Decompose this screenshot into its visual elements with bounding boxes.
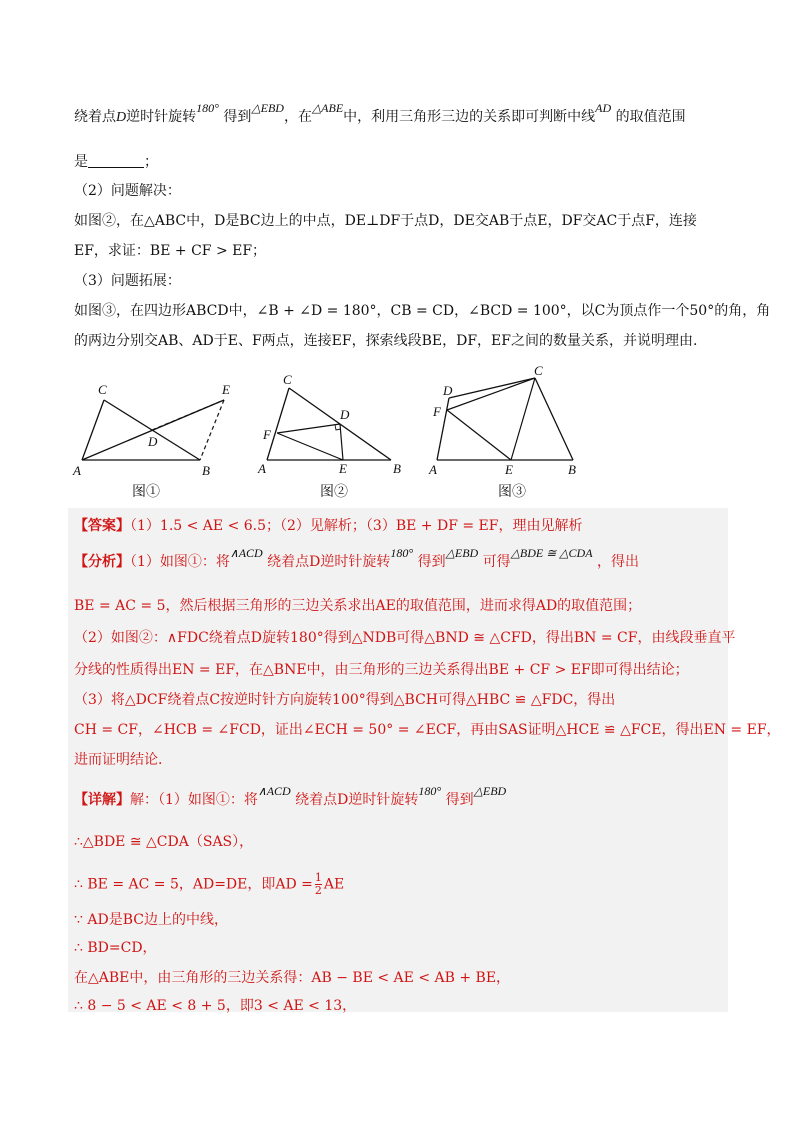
figure-3	[425, 360, 595, 478]
figure-2	[255, 368, 415, 478]
fig1-label-e: E	[222, 382, 230, 397]
fig3-label-d: D	[443, 383, 453, 398]
part2-line-2: EF，求证：BE + CF > EF；	[74, 243, 267, 259]
part3-title: （3）问题拓展：	[74, 273, 181, 289]
analysis-tag: 【分析】	[74, 554, 130, 570]
fraction-one-half: $\frac{1}{2}$	[314, 871, 322, 897]
part3-line-1: 如图③，在四边形ABCD中，∠B + ∠D = 180°，CB = CD，∠BCD = 100°，以C为顶点作一个50°的角，角	[74, 303, 771, 319]
detail-line-4: ∵ AD是BC边上的中线，	[74, 912, 228, 928]
analysis-line-4: 分线的性质得出EN = EF，在△BNE中，由三角形的三边关系得出BE + CF > EF即可得出结论；	[74, 662, 689, 678]
analysis-line-7: 进而证明结论.	[74, 752, 163, 768]
analysis-line-2: BE = AC = 5，然后根据三角形的三边关系求出AE的取值范围，进而求得AD的取值范围；	[74, 598, 642, 614]
detail-line-7: ∴ 8 − 5 < AE < 8 + 5，即3 < AE < 13，	[74, 998, 357, 1014]
fig2-label-e: E	[339, 461, 347, 476]
fig3-label-b: B	[568, 462, 576, 477]
analysis-line-1: 【分析】（1）如图①：将∧ACD 绕着点D逆时针旋转180° 得到△EBD 可得△BDE ≅ △CDA ，得出	[74, 546, 639, 570]
analysis-line-5: （3）将△DCF绕着点C按逆时针方向旋转100°得到△BCH可得△HBC ≌ △FDC，得出	[74, 692, 616, 708]
problem-line-2: 是 ；	[74, 154, 158, 170]
fig3-label-e: E	[505, 462, 513, 477]
fig2-caption: 图②	[320, 484, 348, 500]
fig2-label-f: F	[263, 427, 271, 442]
fig2-label-b: B	[393, 461, 401, 476]
analysis-line-6: CH = CF，∠HCB = ∠FCD，证出∠ECH = 50° = ∠ECF，再由SAS证明△HCE ≌ △FCE，得出EN = EF，	[74, 722, 781, 738]
answer-line: 【答案】（1）1.5 < AE < 6.5；（2）见解析；（3）BE + DF = EF，理由见解析	[74, 518, 583, 534]
fig3-caption: 图③	[498, 484, 526, 500]
fig2-label-d: D	[340, 407, 350, 422]
figure-1	[70, 378, 240, 478]
fig3-label-a: A	[429, 462, 437, 477]
detail-line-3: ∴ BE = AC = 5，AD=DE，即AD = $\frac{1}{2}$ AE	[74, 871, 345, 897]
fig1-label-a: A	[73, 463, 81, 478]
detail-line-5: ∴ BD=CD，	[74, 940, 157, 956]
part2-line-1: 如图②，在△ABC中，D是BC边上的中点，DE⊥DF于点D，DE交AB于点E，DF交AC于点F，连接	[74, 213, 697, 229]
fig2-label-c: C	[283, 372, 292, 387]
part3-line-2: 的两边分别交AB、AD于E、F两点，连接EF，探索线段BE，DF，EF之间的数量关系，并说明理由.	[74, 333, 698, 349]
fig1-caption: 图①	[132, 484, 160, 500]
fig2-label-a: A	[258, 461, 266, 476]
fig1-label-d: D	[148, 434, 158, 449]
fig3-label-f: F	[433, 404, 441, 419]
fig1-label-c: C	[98, 382, 107, 397]
answer-tag: 【答案】	[74, 518, 130, 534]
detail-line-1: 【详解】解：（1）如图①：将∧ACD 绕着点D逆时针旋转180° 得到△EBD	[74, 784, 507, 808]
detail-line-6: 在△ABE中，由三角形的三边关系得：AB − BE < AE < AB + BE，	[74, 970, 511, 986]
part2-title: （2）问题解决：	[74, 183, 181, 199]
detail-line-2: ∴△BDE ≅ △CDA（SAS），	[74, 834, 254, 850]
solution-panel	[68, 508, 728, 1012]
problem-line-1: 绕着点D逆时针旋转180° 得到△EBD，在△ABE中，利用三角形三边的关系即可判断中线AD 的取值范围	[74, 101, 686, 125]
fig3-label-c: C	[534, 363, 543, 378]
fig1-label-b: B	[202, 463, 210, 478]
detail-tag: 【详解】	[74, 792, 130, 808]
answer-blank	[88, 153, 144, 168]
analysis-line-3: （2）如图②：∧FDC绕着点D旋转180°得到△NDB可得△BND ≅ △CFD，得出BN = CF，由线段垂直平	[74, 630, 736, 646]
